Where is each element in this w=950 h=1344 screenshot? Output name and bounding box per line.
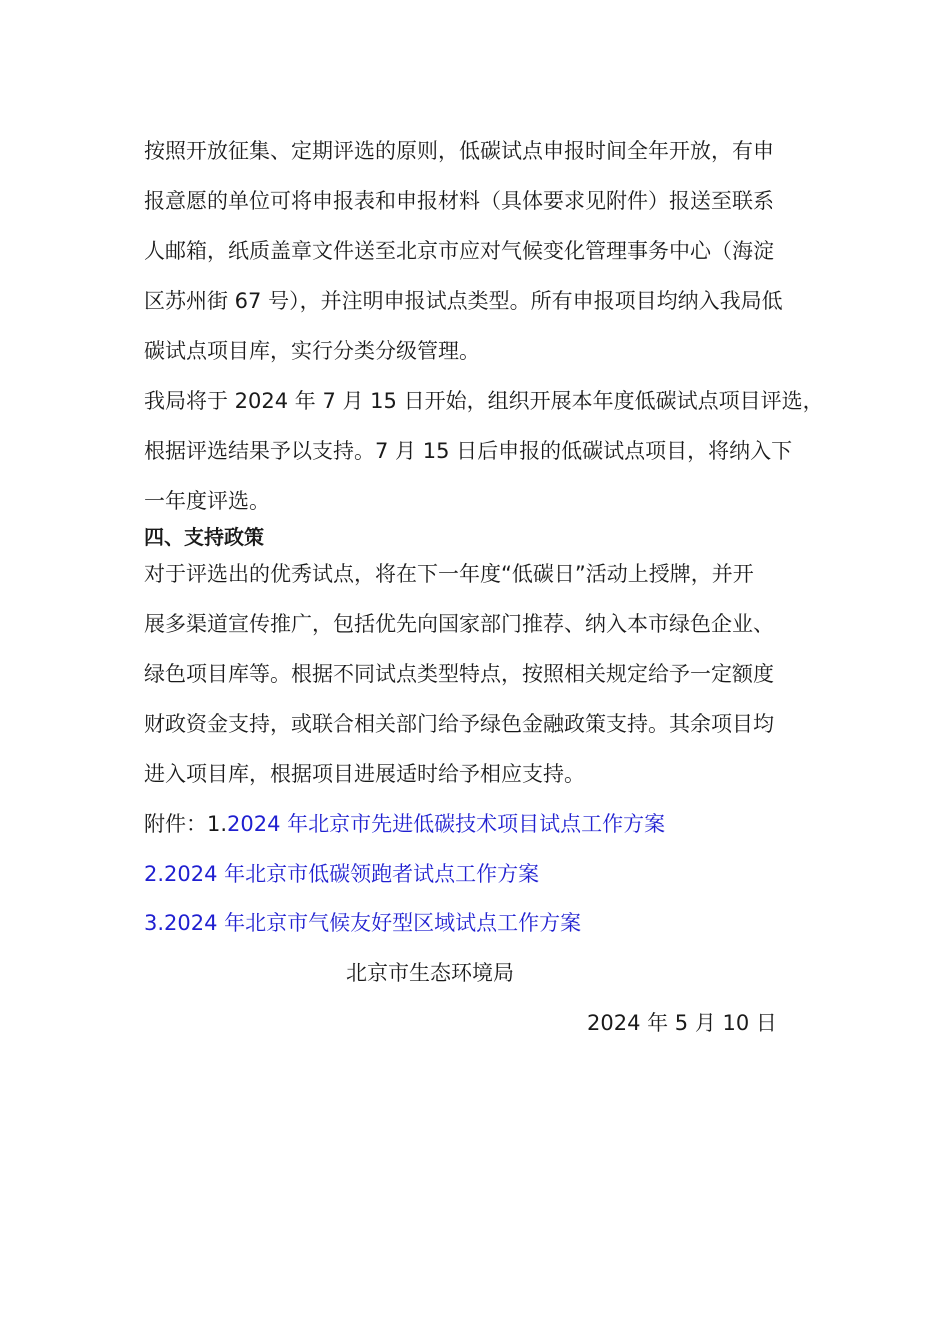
section-heading: 四、支持政策 bbox=[144, 525, 264, 549]
paragraph-line: 我局将于 2024 年 7 月 15 日开始，组织开展本年度低碳试点项目评选， bbox=[144, 389, 824, 413]
paragraph-line: 区苏州街 67 号），并注明申报试点类型。所有申报项目均纳入我局低 bbox=[144, 289, 783, 313]
paragraph-line: 进入项目库，根据项目进展适时给予相应支持。 bbox=[144, 762, 585, 786]
paragraph-line: 人邮箱，纸质盖章文件送至北京市应对气候变化管理事务中心（海淀 bbox=[144, 239, 774, 263]
signature-organization: 北京市生态环境局 bbox=[346, 961, 514, 985]
paragraph-line: 碳试点项目库，实行分类分级管理。 bbox=[144, 339, 480, 363]
paragraph-line: 按照开放征集、定期评选的原则，低碳试点申报时间全年开放，有申 bbox=[144, 139, 774, 163]
attachment-link-1[interactable]: 2024 年北京市先进低碳技术项目试点工作方案 bbox=[227, 812, 666, 836]
paragraph-line: 财政资金支持，或联合相关部门给予绿色金融政策支持。其余项目均 bbox=[144, 712, 774, 736]
attachment-prefix: 附件：1. bbox=[144, 812, 228, 836]
attachment-link-2[interactable]: 2.2024 年北京市低碳领跑者试点工作方案 bbox=[144, 862, 540, 886]
paragraph-line: 对于评选出的优秀试点，将在下一年度“低碳日”活动上授牌，并开 bbox=[144, 562, 754, 586]
signature-date: 2024 年 5 月 10 日 bbox=[587, 1011, 777, 1035]
paragraph-line: 展多渠道宣传推广，包括优先向国家部门推荐、纳入本市绿色企业、 bbox=[144, 612, 774, 636]
paragraph-line: 绿色项目库等。根据不同试点类型特点，按照相关规定给予一定额度 bbox=[144, 662, 774, 686]
attachment-line-1 bbox=[144, 810, 665, 838]
attachment-link-3[interactable]: 3.2024 年北京市气候友好型区域试点工作方案 bbox=[144, 911, 582, 935]
paragraph-line: 一年度评选。 bbox=[144, 489, 270, 513]
paragraph-line: 根据评选结果予以支持。7 月 15 日后申报的低碳试点项目，将纳入下 bbox=[144, 439, 793, 463]
paragraph-line: 报意愿的单位可将申报表和申报材料（具体要求见附件）报送至联系 bbox=[144, 189, 774, 213]
